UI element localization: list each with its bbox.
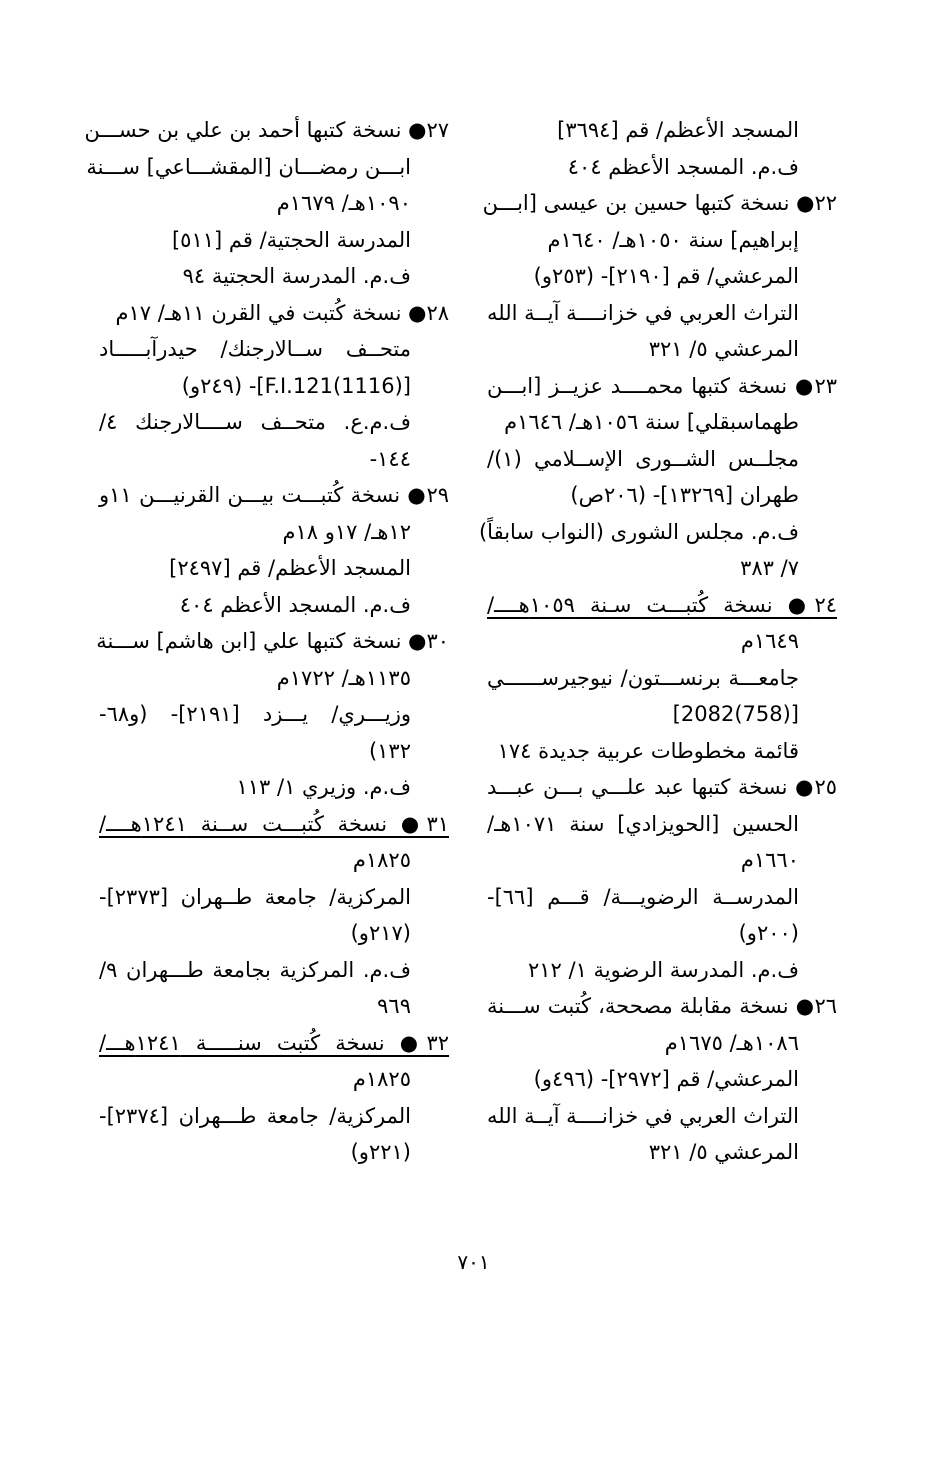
entry-detail-line: [(758)2082] [672, 702, 799, 726]
entry-detail-line: طهران [١٣٢٦٩]- (٢٠٦ص) [570, 483, 799, 507]
entry-heading-line: ٢٨● نسخة كُتبت في القرن ١١هـ/ ١٧م [115, 300, 449, 325]
entry-detail-line: وزيـــري/ يـــزد [٢١٩١]- (و٦٨- [99, 702, 412, 726]
entry-detail-line: جامعـــة برنســـتون/ نيوجيرســــــي [487, 665, 799, 690]
entry-detail-line: ٩٦٩ [377, 994, 411, 1018]
entry-detail-line: ١٨٢٥م [352, 848, 411, 872]
entry-detail-line: المركزية/ جامعة طــهران [٢٣٧٣]- [99, 884, 411, 909]
entry-detail-line: ١١٣٥هـ/ ١٧٢٢م [276, 665, 411, 690]
entry-detail-line: ف.م. المسجد الأعظم ٤٠٤ [567, 154, 799, 179]
entry-heading-line: ٢٤● نسخة كُتبـــت سـنة ١٠٥٩هــــ/ [487, 592, 837, 617]
entry-detail-line: ف.م. وزيري ١/ ١١٣ [236, 775, 411, 799]
entry-detail-line: المرعشي/ قم [٢١٩٠]- (٢٥٣و) [533, 264, 799, 288]
entry-heading-line: ٣١● نسخة كُتبـــت ســنة ١٢٤١هــــ/ [99, 811, 449, 836]
entry-detail-line: المسجد الأعظم/ قم [٢٤٩٧] [169, 556, 411, 580]
entry-detail-line: ابـــن رمضـــان [المقشـــاعي] ســـنة [86, 154, 411, 179]
entry-detail-line: متحــف ســالارجنك/ حيدرآبـــــاد [99, 337, 411, 361]
entry-heading-line: ٢٩● نسخة كُتبـــت بيـــن القرنيـــن ١١و [99, 483, 449, 507]
entry-detail-line: ١٦٦٠م [740, 848, 799, 872]
entry-detail-line: التراث العربي في خزانــــة آيــة الله [487, 1103, 799, 1128]
page-number: ٧٠١ [457, 1250, 490, 1274]
entry-detail-line: ف.م. المسجد الأعظم ٤٠٤ [179, 592, 411, 617]
entry-detail-line: ١٤٤- [369, 446, 411, 471]
entry-detail-line: المرعشي ٥/ ٣٢١ [648, 1140, 799, 1164]
entry-detail-line: طهماسبقلي] سنة ١٠٥٦هـ/ ١٦٤٦م [504, 410, 799, 434]
entry-detail-line: ١٠٩٠هـ/ ١٦٧٩م [276, 191, 411, 215]
entry-detail-line: ١٠٨٦هـ/ ١٦٧٥م [664, 1030, 799, 1055]
entry-detail-line: ٧/ ٣٨٣ [740, 556, 799, 580]
entry-heading-line: ٣٠● نسخة كتبها علي [ابن هاشم] ســـنة [96, 629, 449, 653]
entry-detail-line: قائمة مخطوطات عربية جديدة ١٧٤ [497, 738, 799, 763]
entry-detail-line: مجلــس الشــورى الإســلامي (١)/ [487, 446, 799, 471]
entry-heading-line: ٢٥● نسخة كتبها عبد علـــي بـــن عبـــد [487, 775, 837, 799]
entry-detail-line: المرعشي/ قم [٢٩٧٢]- (٤٩٦و) [533, 1067, 799, 1091]
entry-detail-line: المرعشي ٥/ ٣٢١ [648, 337, 799, 361]
entry-detail-line: المركزية/ جامعة طـــهران [٢٣٧٤]- [99, 1103, 411, 1128]
entry-detail-line: (٢٠٠و) [738, 921, 799, 945]
entry-detail-line: ف.م. المدرسة الرضوية ١/ ٢١٢ [527, 957, 799, 982]
entry-detail-line: ١٦٤٩م [740, 629, 799, 653]
entry-heading-line: ٢٧● نسخة كتبها أحمد بن علي بن حســـن [84, 118, 449, 142]
entry-detail-line: إبراهيم] سنة ١٠٥٠هـ/ ١٦٤٠م [547, 227, 799, 252]
column-right [478, 112, 837, 1171]
entry-detail-line: التراث العربي في خزانــــة آيــة الله [487, 300, 799, 325]
entry-detail-line: ف.م. المركزية بجامعة طـــهران ٩/ [99, 957, 411, 982]
entry-heading-line: ٢٢● نسخة كتبها حسين بن عيسى [ابـــن [482, 191, 837, 215]
entry-detail-line: [(1116)F.I.121]- (٢٤٩و) [181, 373, 411, 398]
entry-detail-line: ١٢هـ/ ١٧و ١٨م [282, 519, 411, 544]
entry-detail-line: المدرســة الرضويـــة/ قـــم [٦٦]- [487, 884, 799, 909]
entry-detail-line: ف.م. مجلس الشورى (النواب سابقاً) [478, 519, 799, 544]
entry-heading-line: ٣٢● نسخة كُتبت سنـــــة ١٢٤١هـــ/ [99, 1030, 449, 1055]
entry-detail-line: (٢٢١و) [350, 1140, 411, 1164]
entry-heading-line: ٢٣● نسخة كتبها محمــــد عزيــز [ابـــن [487, 373, 837, 398]
entry-detail-line: ١٣٢) [368, 738, 411, 763]
column-left [84, 112, 449, 1171]
entry-detail-line: ف.م. المدرسة الحجتية ٩٤ [182, 264, 411, 288]
entry-detail-line: المسجد الأعظم/ قم [٣٦٩٤] [557, 118, 799, 142]
entry-detail-line: (٢١٧و) [350, 921, 411, 945]
entry-detail-line: ١٨٢٥م [352, 1067, 411, 1091]
entry-detail-line: ف.م.ع. متحــف ســــالارجنك ٤/ [99, 410, 411, 434]
entry-heading-line: ٢٦● نسخة مقابلة مصححة، كُتبت ســـنة [487, 994, 837, 1018]
entry-detail-line: المدرسة الحجتية/ قم [٥١١] [171, 227, 411, 252]
entry-detail-line: الحسين [الحويزادي] سنة ١٠٧١هـ/ [487, 811, 799, 836]
